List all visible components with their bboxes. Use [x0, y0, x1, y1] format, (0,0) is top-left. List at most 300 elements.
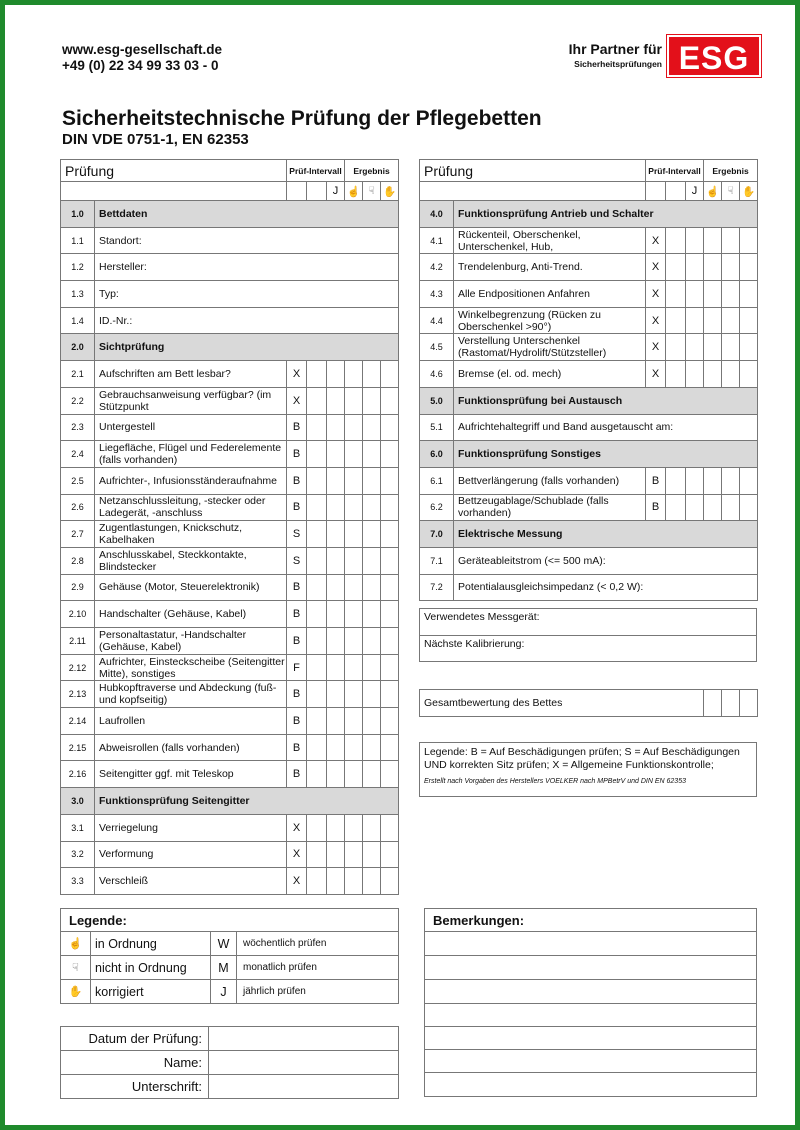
check-row — [61, 414, 399, 441]
result-checkbox[interactable] — [381, 387, 399, 414]
check-row — [420, 307, 758, 334]
result-checkbox[interactable] — [363, 441, 381, 468]
result-checkbox[interactable] — [345, 441, 363, 468]
result-checkbox[interactable] — [740, 254, 758, 281]
result-checkbox[interactable] — [345, 387, 363, 414]
legend-title: Legende: — [61, 909, 399, 932]
check-row — [61, 307, 399, 334]
row-label: Handschalter (Gehäuse, Kabel) — [95, 601, 287, 628]
check-row — [61, 628, 399, 655]
row-number: 1.1 — [61, 227, 95, 254]
interval-cell: B — [287, 467, 307, 494]
ergebnis-header: Ergebnis — [345, 160, 399, 182]
legend-code-w: W — [211, 932, 237, 956]
result-checkbox[interactable] — [363, 494, 381, 521]
result-checkbox[interactable] — [345, 361, 363, 388]
row-number: 2.3 — [61, 414, 95, 441]
row-number: 5.1 — [420, 414, 454, 441]
result-checkbox[interactable] — [740, 494, 758, 521]
row-label: Gebrauchsanweisung verfügbar? (im Stützpunkt — [95, 387, 287, 414]
section-row — [420, 521, 758, 548]
row-label: Aufrichter, Einsteckscheibe (Seitengitter Mitte), sonstiges — [95, 654, 287, 681]
hand-icon: ✋ — [740, 182, 758, 201]
row-label: Rückenteil, Oberschenkel, Unterschenkel, Hub, — [454, 227, 646, 254]
row-label: Standort: — [95, 227, 399, 254]
interval-box[interactable] — [666, 254, 686, 281]
result-checkbox[interactable] — [363, 574, 381, 601]
hand-icon: ✋ — [381, 182, 399, 201]
legend-table — [60, 908, 399, 1004]
row-number: 2.13 — [61, 681, 95, 708]
section-row — [420, 201, 758, 228]
check-row — [61, 814, 399, 841]
result-checkbox[interactable] — [722, 467, 740, 494]
row-label: Bettzeugablage/Schublade (falls vorhanden) — [454, 494, 646, 521]
result-checkbox[interactable] — [740, 307, 758, 334]
interval-box[interactable] — [686, 361, 704, 388]
result-checkbox[interactable] — [363, 547, 381, 574]
result-checkbox[interactable] — [740, 334, 758, 361]
result-checkbox[interactable] — [704, 227, 722, 254]
section-row — [61, 334, 399, 361]
interval-cell: F — [287, 654, 307, 681]
result-checkbox[interactable] — [345, 574, 363, 601]
legend-freq-yearly: jährlich prüfen — [237, 980, 399, 1004]
interval-cell: B — [646, 494, 666, 521]
interval-box[interactable] — [666, 307, 686, 334]
check-row — [420, 414, 758, 441]
interval-cell: B — [287, 761, 307, 788]
overall-rating-table — [419, 689, 758, 717]
interval-box[interactable] — [327, 841, 345, 868]
interval-box[interactable] — [307, 628, 327, 655]
result-checkbox[interactable] — [381, 734, 399, 761]
result-checkbox[interactable] — [704, 467, 722, 494]
result-checkbox[interactable] — [381, 361, 399, 388]
row-number: 2.8 — [61, 547, 95, 574]
legend-status-corrected: korrigiert — [91, 980, 211, 1004]
measurement-box — [419, 608, 757, 662]
row-number: 4.5 — [420, 334, 454, 361]
interval-cell: B — [287, 441, 307, 468]
interval-box[interactable] — [327, 708, 345, 735]
interval-box[interactable] — [307, 681, 327, 708]
interval-cell: B — [287, 414, 307, 441]
result-checkbox[interactable] — [363, 387, 381, 414]
check-row — [420, 547, 758, 574]
row-number: 2.4 — [61, 441, 95, 468]
result-checkbox[interactable] — [345, 708, 363, 735]
result-checkbox[interactable] — [381, 414, 399, 441]
result-checkbox[interactable] — [363, 734, 381, 761]
row-label: Abweisrollen (falls vorhanden) — [95, 734, 287, 761]
check-row — [420, 494, 758, 521]
result-checkbox[interactable] — [704, 254, 722, 281]
interval-box[interactable] — [686, 307, 704, 334]
remarks-line[interactable] — [425, 1073, 757, 1097]
interval-box[interactable] — [307, 601, 327, 628]
interval-box[interactable] — [327, 414, 345, 441]
section-row — [61, 201, 399, 228]
remarks-line[interactable] — [425, 956, 757, 980]
check-row — [61, 254, 399, 281]
interval-box[interactable] — [307, 734, 327, 761]
legend-code-j: J — [211, 980, 237, 1004]
remarks-line[interactable] — [425, 932, 757, 956]
row-number: 7.1 — [420, 547, 454, 574]
interval-cell: X — [646, 334, 666, 361]
check-row — [420, 227, 758, 254]
signature-field[interactable] — [209, 1075, 399, 1099]
row-label: Gehäuse (Motor, Steuerelektronik) — [95, 574, 287, 601]
section-title: Funktionsprüfung bei Austausch — [454, 387, 758, 414]
interval-box[interactable] — [307, 494, 327, 521]
interval-box[interactable] — [327, 601, 345, 628]
row-number: 6.0 — [420, 441, 454, 468]
row-label: Hubkopftraverse und Abdeckung (fuß- und kopfseitig) — [95, 681, 287, 708]
row-number: 5.0 — [420, 387, 454, 414]
legend-explanation-box — [419, 742, 757, 797]
interval-box[interactable] — [686, 334, 704, 361]
partner-line1: Ihr Partner für — [568, 41, 662, 57]
result-checkbox[interactable] — [381, 654, 399, 681]
result-checkbox[interactable] — [345, 521, 363, 548]
interval-box[interactable] — [307, 574, 327, 601]
result-checkbox[interactable] — [704, 281, 722, 308]
section-title: Funktionsprüfung Antrieb und Schalter — [454, 201, 758, 228]
row-number: 4.0 — [420, 201, 454, 228]
result-checkbox[interactable] — [345, 414, 363, 441]
result-checkbox[interactable] — [345, 547, 363, 574]
row-label: Bettverlängerung (falls vorhanden) — [454, 467, 646, 494]
result-checkbox[interactable] — [345, 761, 363, 788]
pruefung-header-right: Prüfung — [420, 160, 646, 182]
result-checkbox[interactable] — [381, 708, 399, 735]
interval-box[interactable] — [327, 868, 345, 895]
result-checkbox[interactable] — [363, 467, 381, 494]
row-number: 4.2 — [420, 254, 454, 281]
interval-box[interactable] — [666, 361, 686, 388]
interval-box[interactable] — [686, 254, 704, 281]
legend-freq-monthly: monatlich prüfen — [237, 956, 399, 980]
row-label: Aufrichtehaltegriff und Band ausgetauscht am: — [454, 414, 758, 441]
result-checkbox[interactable] — [722, 494, 740, 521]
date-label: Datum der Prüfung: — [61, 1027, 209, 1051]
result-checkbox[interactable] — [722, 281, 740, 308]
check-row — [61, 494, 399, 521]
row-number: 2.5 — [61, 467, 95, 494]
interval-box[interactable] — [327, 521, 345, 548]
result-checkbox[interactable] — [345, 654, 363, 681]
check-row — [61, 841, 399, 868]
measurement-device-field[interactable]: Verwendetes Messgerät: — [420, 609, 756, 636]
check-row — [61, 441, 399, 468]
result-checkbox[interactable] — [381, 841, 399, 868]
interval-box[interactable] — [666, 227, 686, 254]
row-number: 1.3 — [61, 281, 95, 308]
interval-box[interactable] — [666, 281, 686, 308]
page-subtitle: DIN VDE 0751-1, EN 62353 — [62, 131, 249, 148]
overall-ok-cell[interactable] — [704, 690, 722, 717]
thumb-down-icon: ☟ — [722, 182, 740, 201]
row-label: Liegefläche, Flügel und Federelemente (falls vorhanden) — [95, 441, 287, 468]
result-checkbox[interactable] — [363, 681, 381, 708]
row-number: 1.2 — [61, 254, 95, 281]
interval-box[interactable] — [307, 414, 327, 441]
interval-box[interactable] — [327, 494, 345, 521]
row-label: Winkelbegrenzung (Rücken zu Oberschenkel >90°) — [454, 307, 646, 334]
interval-cell: X — [287, 387, 307, 414]
interval-box[interactable] — [307, 654, 327, 681]
row-label: Personaltastatur, -Handschalter (Gehäuse, Kabel) — [95, 628, 287, 655]
next-calibration-field[interactable]: Nächste Kalibrierung: — [424, 638, 525, 650]
section-title: Bettdaten — [95, 201, 399, 228]
row-label: Verschleiß — [95, 868, 287, 895]
row-number: 4.1 — [420, 227, 454, 254]
result-checkbox[interactable] — [345, 841, 363, 868]
result-checkbox[interactable] — [381, 467, 399, 494]
j-column: J — [327, 182, 345, 201]
check-row — [420, 467, 758, 494]
result-checkbox[interactable] — [740, 467, 758, 494]
result-checkbox[interactable] — [722, 307, 740, 334]
website-text: www.esg-gesellschaft.de — [62, 42, 223, 57]
section-title: Sichtprüfung — [95, 334, 399, 361]
check-row — [61, 654, 399, 681]
interval-box[interactable] — [307, 841, 327, 868]
remarks-line[interactable] — [425, 1004, 757, 1027]
hand-icon: ✋ — [61, 980, 91, 1004]
signature-table — [60, 1026, 399, 1099]
result-checkbox[interactable] — [381, 681, 399, 708]
overall-notok-cell[interactable] — [722, 690, 740, 717]
result-checkbox[interactable] — [722, 361, 740, 388]
overall-rating-label: Gesamtbewertung des Bettes — [420, 690, 704, 717]
thumb-down-icon: ☟ — [61, 956, 91, 980]
result-checkbox[interactable] — [381, 574, 399, 601]
interval-box[interactable] — [327, 441, 345, 468]
page-title: Sicherheitstechnische Prüfung der Pflegebetten — [62, 107, 542, 130]
result-checkbox[interactable] — [363, 361, 381, 388]
interval-box[interactable] — [327, 654, 345, 681]
result-checkbox[interactable] — [381, 868, 399, 895]
result-checkbox[interactable] — [363, 814, 381, 841]
row-number: 2.14 — [61, 708, 95, 735]
result-checkbox[interactable] — [345, 628, 363, 655]
result-checkbox[interactable] — [345, 868, 363, 895]
row-number: 3.2 — [61, 841, 95, 868]
interval-box[interactable] — [307, 521, 327, 548]
row-number: 2.6 — [61, 494, 95, 521]
interval-box[interactable] — [307, 708, 327, 735]
result-checkbox[interactable] — [704, 361, 722, 388]
interval-box[interactable] — [686, 467, 704, 494]
result-checkbox[interactable] — [381, 761, 399, 788]
result-checkbox[interactable] — [722, 227, 740, 254]
row-number: 2.1 — [61, 361, 95, 388]
interval-box[interactable] — [327, 814, 345, 841]
result-checkbox[interactable] — [363, 761, 381, 788]
result-checkbox[interactable] — [381, 521, 399, 548]
section-row — [61, 788, 399, 815]
interval-box[interactable] — [307, 547, 327, 574]
interval-box[interactable] — [327, 387, 345, 414]
remarks-line[interactable] — [425, 1050, 757, 1073]
result-checkbox[interactable] — [704, 307, 722, 334]
section-row — [420, 441, 758, 468]
result-checkbox[interactable] — [704, 334, 722, 361]
row-label: Zugentlastungen, Knickschutz, Kabelhaken — [95, 521, 287, 548]
interval-cell: B — [646, 467, 666, 494]
result-checkbox[interactable] — [381, 628, 399, 655]
name-field[interactable] — [209, 1051, 399, 1075]
left-checklist-table — [60, 159, 399, 895]
check-row — [420, 574, 758, 601]
remarks-title: Bemerkungen: — [425, 909, 757, 932]
check-row — [420, 254, 758, 281]
result-checkbox[interactable] — [740, 227, 758, 254]
interval-cell: X — [287, 361, 307, 388]
row-label: Seitengitter ggf. mit Teleskop — [95, 761, 287, 788]
overall-corrected-cell[interactable] — [740, 690, 758, 717]
contact-block — [62, 42, 222, 74]
check-row — [61, 467, 399, 494]
row-label: Potentialausgleichsimpedanz (< 0,2 W): — [454, 574, 758, 601]
row-label: Alle Endpositionen Anfahren — [454, 281, 646, 308]
result-checkbox[interactable] — [363, 414, 381, 441]
result-checkbox[interactable] — [704, 494, 722, 521]
right-checklist-table — [419, 159, 758, 601]
interval-box[interactable] — [327, 761, 345, 788]
interval-box[interactable] — [327, 734, 345, 761]
row-number: 1.4 — [61, 307, 95, 334]
interval-cell: B — [287, 734, 307, 761]
row-number: 1.0 — [61, 201, 95, 228]
interval-box[interactable] — [686, 281, 704, 308]
interval-box[interactable] — [327, 628, 345, 655]
result-checkbox[interactable] — [363, 708, 381, 735]
interval-box[interactable] — [327, 547, 345, 574]
result-checkbox[interactable] — [722, 254, 740, 281]
thumb-up-icon: ☝ — [345, 182, 363, 201]
interval-cell: B — [287, 628, 307, 655]
interval-box[interactable] — [666, 467, 686, 494]
result-checkbox[interactable] — [345, 681, 363, 708]
legend-code-m: M — [211, 956, 237, 980]
partner-line2: Sicherheitsprüfungen — [574, 59, 662, 69]
row-number: 3.0 — [61, 788, 95, 815]
interval-cell: B — [287, 494, 307, 521]
row-label: Typ: — [95, 281, 399, 308]
result-checkbox[interactable] — [381, 441, 399, 468]
result-checkbox[interactable] — [381, 547, 399, 574]
result-checkbox[interactable] — [363, 628, 381, 655]
row-number: 3.1 — [61, 814, 95, 841]
interval-box[interactable] — [307, 868, 327, 895]
interval-cell: X — [287, 841, 307, 868]
result-checkbox[interactable] — [740, 281, 758, 308]
check-row — [420, 334, 758, 361]
row-number: 2.9 — [61, 574, 95, 601]
date-field[interactable] — [209, 1027, 399, 1051]
result-checkbox[interactable] — [345, 814, 363, 841]
result-checkbox[interactable] — [345, 467, 363, 494]
name-label: Name: — [61, 1051, 209, 1075]
interval-box[interactable] — [666, 494, 686, 521]
interval-box[interactable] — [666, 334, 686, 361]
legend-freq-weekly: wöchentlich prüfen — [237, 932, 399, 956]
thumb-up-icon: ☝ — [61, 932, 91, 956]
row-label: Verformung — [95, 841, 287, 868]
result-checkbox[interactable] — [381, 814, 399, 841]
interval-cell: X — [646, 281, 666, 308]
intervall-header-right: Prüf-Intervall — [646, 160, 704, 182]
row-label: Netzanschlussleitung, -stecker oder Ladegerät, -anschluss — [95, 494, 287, 521]
row-number: 2.7 — [61, 521, 95, 548]
result-checkbox[interactable] — [345, 494, 363, 521]
row-label: Laufrollen — [95, 708, 287, 735]
result-checkbox[interactable] — [363, 841, 381, 868]
result-checkbox[interactable] — [363, 521, 381, 548]
check-row — [420, 361, 758, 388]
row-label: ID.-Nr.: — [95, 307, 399, 334]
check-row — [420, 281, 758, 308]
result-checkbox[interactable] — [363, 654, 381, 681]
interval-cell: B — [287, 708, 307, 735]
interval-box[interactable] — [307, 814, 327, 841]
row-number: 2.12 — [61, 654, 95, 681]
section-title: Funktionsprüfung Seitengitter — [95, 788, 399, 815]
row-label: Trendelenburg, Anti-Trend. — [454, 254, 646, 281]
interval-box[interactable] — [327, 574, 345, 601]
interval-box[interactable] — [686, 227, 704, 254]
check-row — [61, 227, 399, 254]
result-checkbox[interactable] — [381, 601, 399, 628]
row-label: Hersteller: — [95, 254, 399, 281]
result-checkbox[interactable] — [345, 601, 363, 628]
interval-box[interactable] — [307, 441, 327, 468]
interval-box[interactable] — [307, 361, 327, 388]
section-title: Funktionsprüfung Sonstiges — [454, 441, 758, 468]
interval-cell: B — [287, 681, 307, 708]
result-checkbox[interactable] — [722, 334, 740, 361]
interval-box[interactable] — [686, 494, 704, 521]
remarks-line[interactable] — [425, 1027, 757, 1050]
row-number: 2.16 — [61, 761, 95, 788]
interval-box[interactable] — [307, 761, 327, 788]
row-label: Geräteableitstrom (<= 500 mA): — [454, 547, 758, 574]
interval-box[interactable] — [327, 681, 345, 708]
interval-box[interactable] — [307, 387, 327, 414]
result-checkbox[interactable] — [363, 601, 381, 628]
check-row — [61, 681, 399, 708]
interval-box[interactable] — [327, 467, 345, 494]
interval-cell: X — [646, 227, 666, 254]
result-checkbox[interactable] — [363, 868, 381, 895]
interval-cell: S — [287, 521, 307, 548]
row-number: 2.0 — [61, 334, 95, 361]
result-checkbox[interactable] — [740, 361, 758, 388]
check-row — [61, 708, 399, 735]
interval-box[interactable] — [307, 467, 327, 494]
result-checkbox[interactable] — [381, 494, 399, 521]
interval-box[interactable] — [327, 361, 345, 388]
row-number: 4.3 — [420, 281, 454, 308]
interval-cell: S — [287, 547, 307, 574]
remarks-line[interactable] — [425, 980, 757, 1004]
interval-cell: X — [287, 868, 307, 895]
result-checkbox[interactable] — [345, 734, 363, 761]
